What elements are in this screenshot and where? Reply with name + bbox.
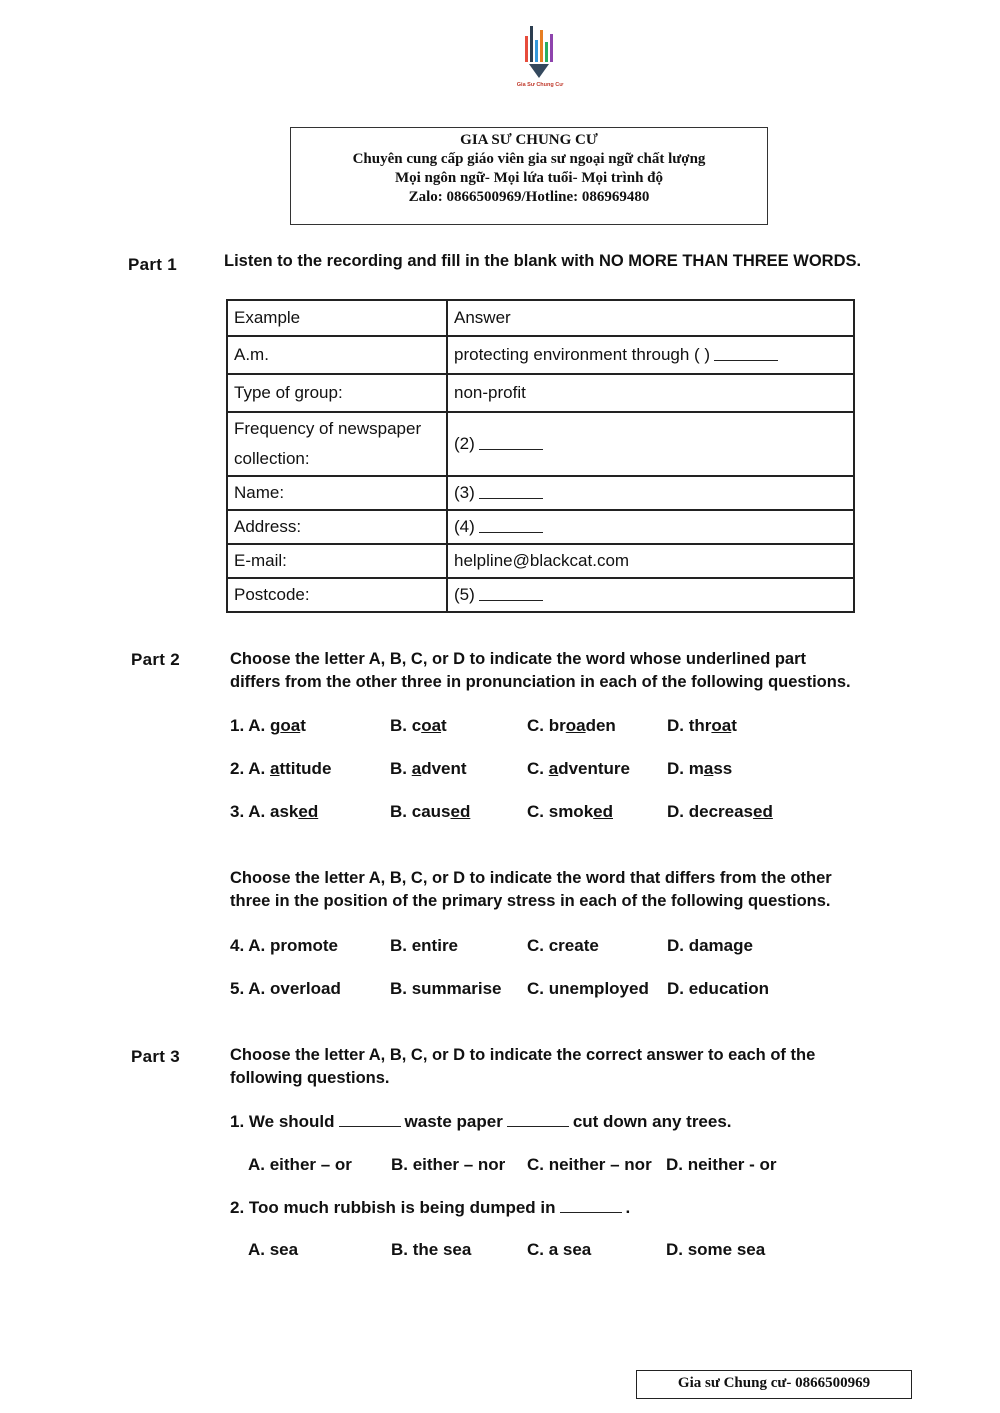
header-line-2: Mọi ngôn ngữ- Mọi lứa tuổi- Mọi trình độ [394,170,663,186]
part3-label: Part 3 [131,1047,181,1066]
header-line-3: Zalo: 0866500969/Hotline: 086969480 [408,189,650,205]
option-c[interactable]: C. smoked [527,802,613,821]
logo-text: Gia Sư Chung Cư [516,82,564,88]
part2-instruction-1-line2: differs from the other three in pronunciation in each of the following questions. [230,673,851,691]
part3-question-1: 1. We should waste paper cut down any trees. [230,1112,732,1131]
option-b[interactable]: B. entire [390,936,459,955]
table-cell-text: (3) [454,483,475,502]
part3-instruction [230,1044,815,1090]
part1-instruction-a: Listen to the recording and fill in the blank with [224,252,599,270]
option-a[interactable]: 2. A. attitude [230,759,332,778]
table-header-example: Example [227,300,447,336]
answer-blank[interactable] [479,440,543,450]
option-d[interactable]: D. damage [667,936,753,955]
part1-label: Part 1 [128,255,178,274]
part2-instruction-1-line1: Choose the letter A, B, C, or D to indicate the word whose underlined part [230,650,807,668]
option-d[interactable]: D. some sea [666,1240,766,1259]
table-row [227,336,854,374]
header-line-1: Chuyên cung cấp giáo viên gia sư ngoại ngữ chất lượng [352,151,706,167]
table-cell-text: (4) [454,517,475,536]
answer-blank[interactable] [479,523,543,533]
pencil-chart-logo-icon [521,22,559,80]
option-a[interactable]: A. either – or [248,1155,352,1174]
option-d[interactable]: D. neither - or [666,1155,777,1174]
table-cell-label: E-mail: [227,544,447,578]
option-d[interactable]: D. mass [667,759,733,778]
option-c[interactable]: C. unemployed [527,979,649,998]
table-row [227,578,854,612]
option-d[interactable]: D. throat [667,716,737,735]
table-cell-value [447,578,854,612]
table-cell-label: Frequency of newspaper collection: [227,412,447,476]
header-box [290,127,768,225]
table-cell-value: non-profit [447,374,854,412]
option-c[interactable]: C. adventure [527,759,630,778]
part2-instruction-2 [230,867,832,913]
table-cell-text: protecting environment through ( ) [454,345,711,364]
option-c[interactable]: C. a sea [527,1240,592,1259]
option-a[interactable]: 5. A. overload [230,979,341,998]
option-a[interactable]: 3. A. asked [230,802,319,821]
logo [505,22,575,98]
part2-instruction-1 [230,648,851,694]
option-c[interactable]: C. create [527,936,599,955]
answer-blank[interactable] [507,1113,569,1127]
option-b[interactable]: B. summarise [390,979,502,998]
table-cell-value [447,476,854,510]
part2-label: Part 2 [131,650,181,669]
table-cell-label: Name: [227,476,447,510]
option-d[interactable]: D. decreased [667,802,773,821]
table-cell-text: (5) [454,585,475,604]
table-cell-value [447,336,854,374]
table-row [227,412,854,476]
table-cell-value: helpline@blackcat.com [447,544,854,578]
option-d[interactable]: D. education [667,979,770,998]
answer-blank[interactable] [560,1199,622,1213]
part2-instruction-2-line2: three in the position of the primary stress in each of the following questions. [230,892,831,910]
part3-question-2: 2. Too much rubbish is being dumped in . [230,1198,631,1217]
option-a[interactable]: 4. A. promote [230,936,338,955]
table-row [227,374,854,412]
answer-blank[interactable] [714,351,778,361]
answer-blank[interactable] [479,489,543,499]
listening-table [226,299,855,613]
table-cell-label: Address: [227,510,447,544]
part3-instruction-line2: following questions. [230,1069,390,1087]
table-cell-label: A.m. [227,336,447,374]
part2-instruction-2-line1: Choose the letter A, B, C, or D to indicate the word that differs from the other [230,869,832,887]
option-c[interactable]: C. broaden [527,716,616,735]
table-cell-value [447,510,854,544]
footer-box: Gia sư Chung cư- 0866500969 [636,1370,912,1399]
part1-instruction [224,250,861,273]
option-b[interactable]: B. caused [390,802,471,821]
table-row [227,510,854,544]
option-b[interactable]: B. either – nor [391,1155,506,1174]
option-a[interactable]: 1. A. goat [230,716,306,735]
answer-blank[interactable] [479,591,543,601]
table-cell-label: Type of group: [227,374,447,412]
table-row [227,544,854,578]
option-b[interactable]: B. coat [390,716,447,735]
part3-instruction-line1: Choose the letter A, B, C, or D to indicate the correct answer to each of the [230,1046,816,1064]
answer-blank[interactable] [339,1113,401,1127]
table-header-row [227,300,854,336]
table-row [227,476,854,510]
option-c[interactable]: C. neither – nor [527,1155,652,1174]
header-title: GIA SƯ CHUNG CƯ [460,132,598,148]
table-header-answer: Answer [447,300,854,336]
option-b[interactable]: B. the sea [391,1240,472,1259]
table-cell-value [447,412,854,476]
table-cell-text: (2) [454,434,475,453]
option-b[interactable]: B. advent [390,759,467,778]
option-a[interactable]: A. sea [248,1240,299,1259]
table-cell-label: Postcode: [227,578,447,612]
part1-instruction-b: NO MORE THAN THREE WORDS. [598,252,862,270]
